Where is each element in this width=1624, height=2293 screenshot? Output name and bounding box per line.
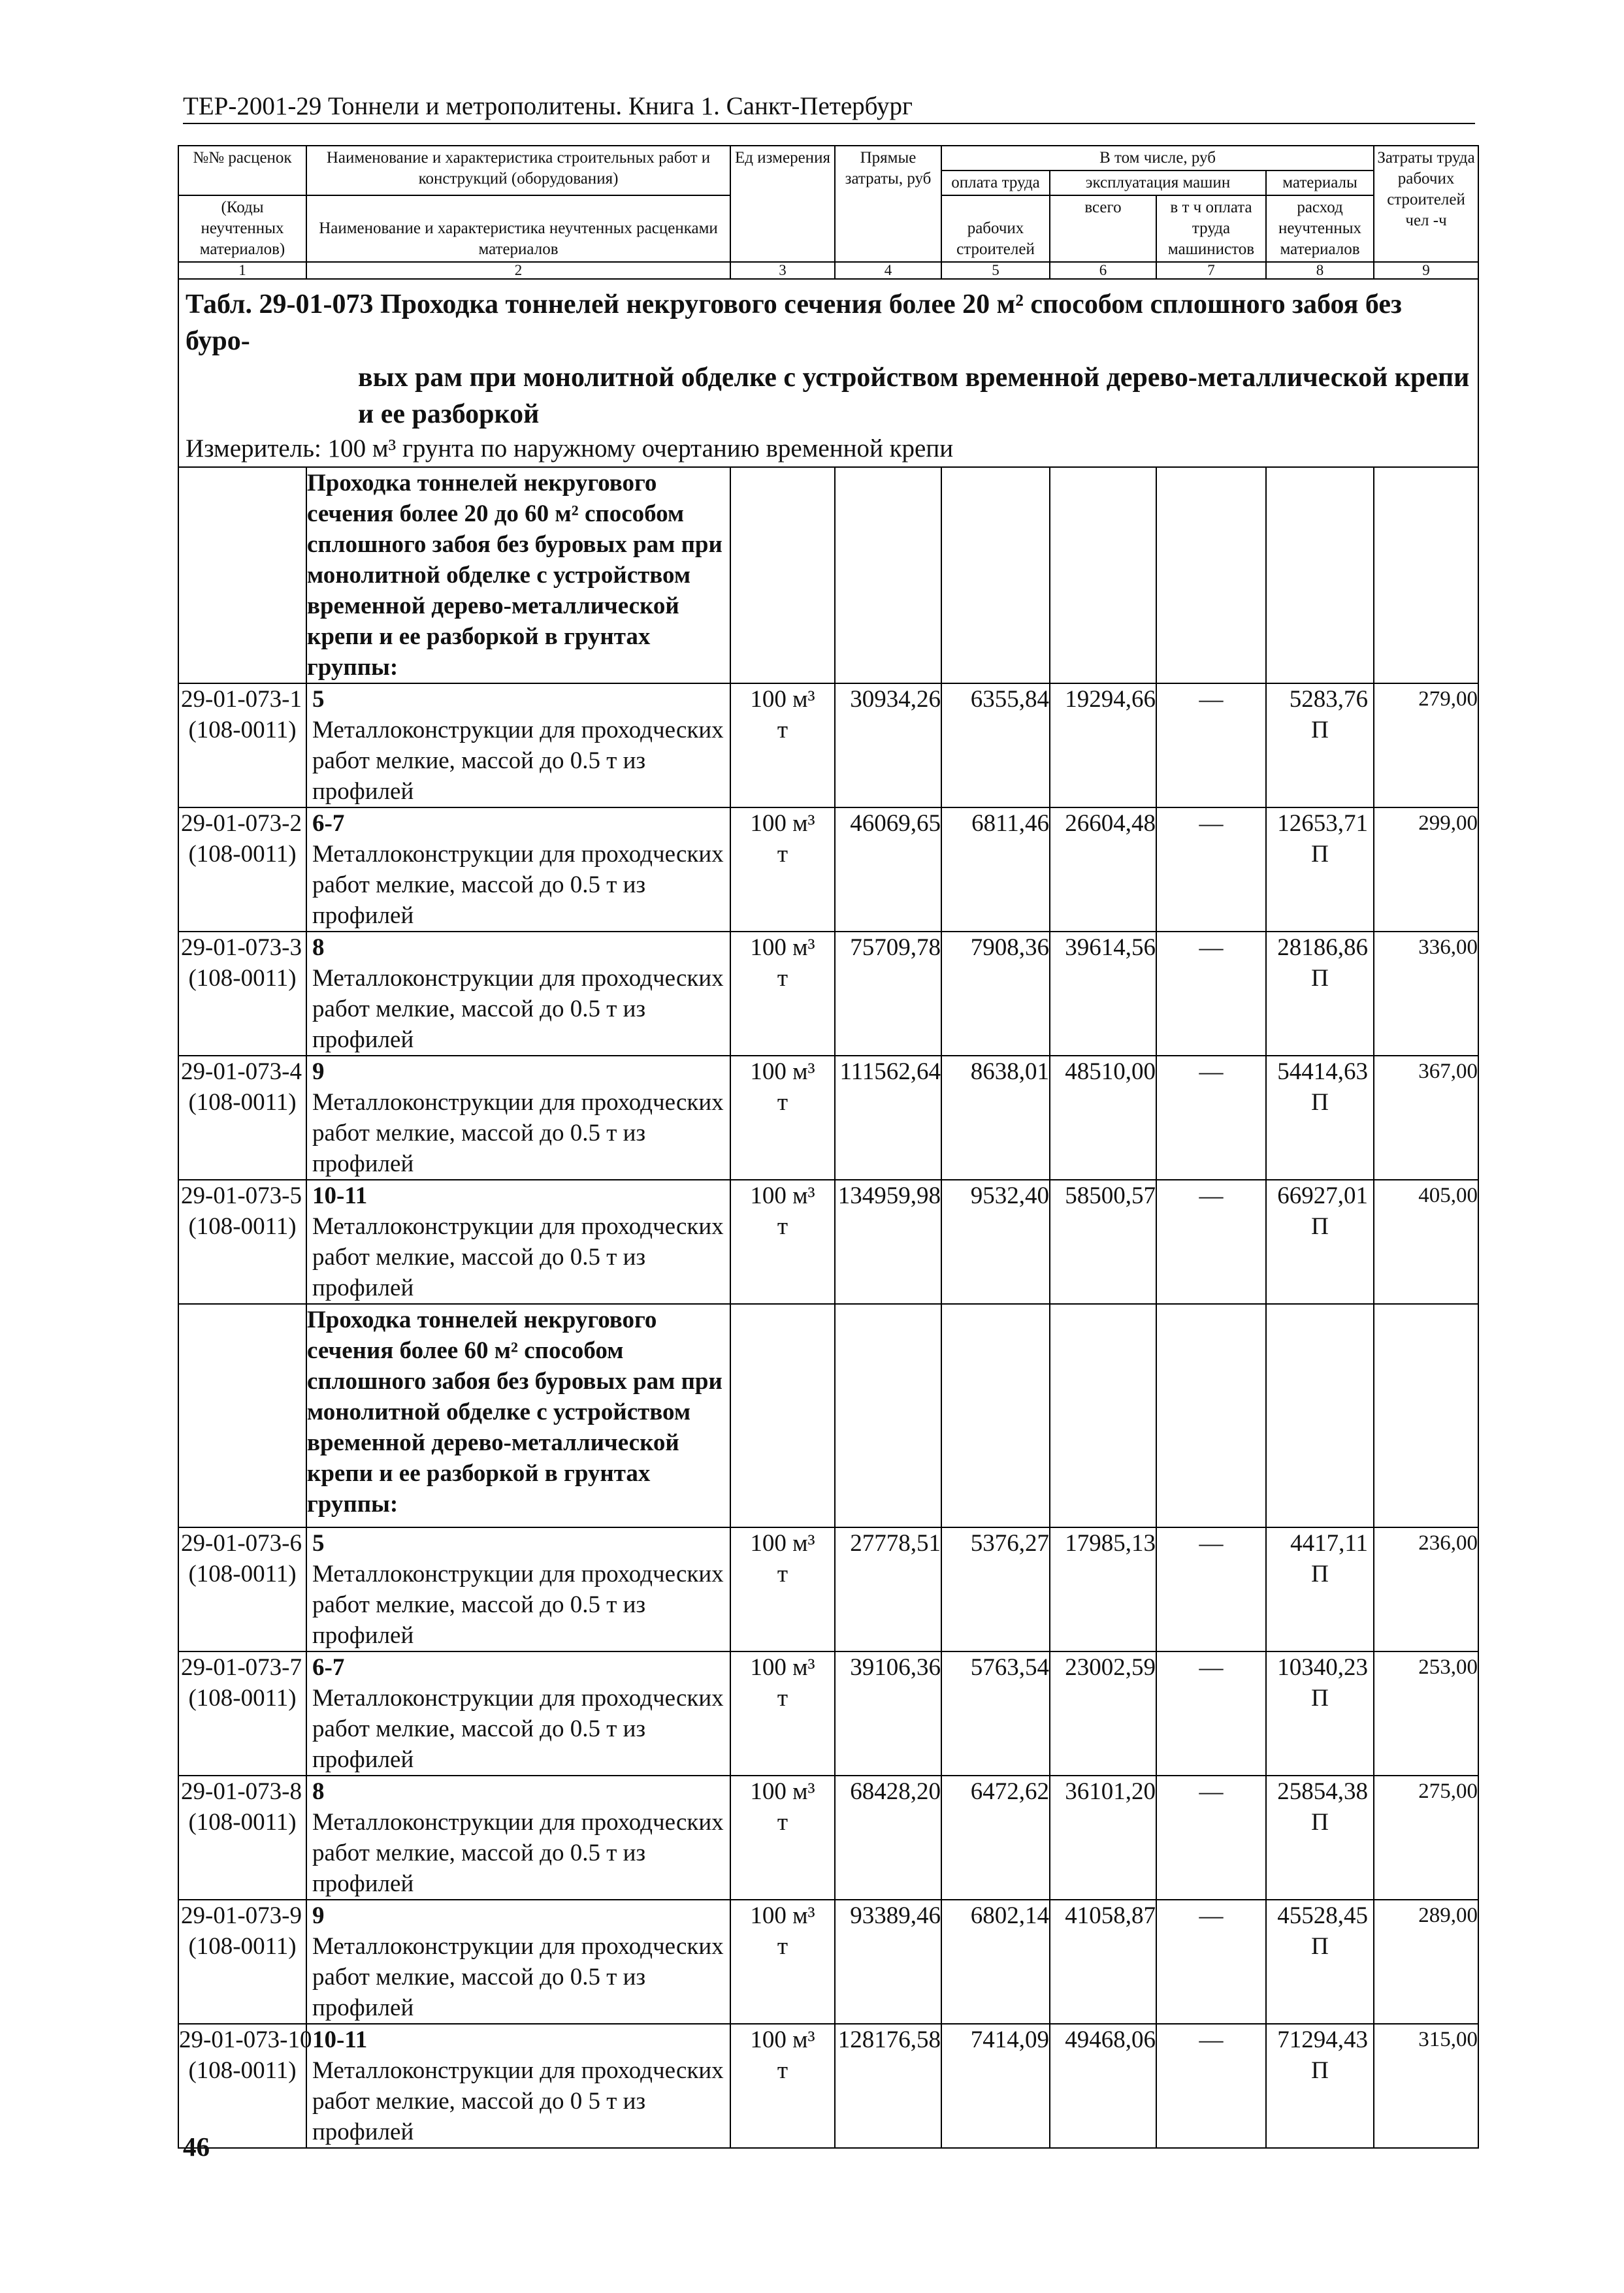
header-work-name: Наименование и характеристика строительных работ и конструкций (оборудования): [306, 146, 730, 195]
rate-name-cell: [306, 807, 730, 932]
table-title-cell: [178, 279, 1478, 467]
group-heading: Проходка тоннелей некругового сечения более 60 м² способом сплошного забоя без буровых рам при монолитной обделке с устройством временной дерево-металлической крепи и ее разборкой в грунтах группы:: [306, 1304, 730, 1527]
material-unit: т: [777, 2057, 788, 2084]
header-row-1: [178, 146, 1478, 171]
materials-cell: [1266, 1056, 1374, 1180]
header-labor-pay: оплата труда: [941, 171, 1050, 195]
group-heading: Проходка тоннелей некругового сечения более 20 до 60 м² способом сплошного забоя без буровых рам при монолитной обделке с устройством временной дерево-металлической крепи и ее разборкой в грунтах группы:: [306, 467, 730, 683]
material-code: (108-0011): [188, 1213, 297, 1240]
rate-name-cell: [306, 1527, 730, 1651]
group-heading-empty-cell: [1374, 1304, 1478, 1527]
header-labor-top: Затраты труда: [1377, 149, 1475, 167]
machines-cost: 58500,57: [1050, 1180, 1156, 1304]
rate-row: [178, 1180, 1478, 1304]
direct-costs: 39106,36: [835, 1651, 941, 1776]
material-unit: т: [777, 1561, 788, 1587]
material-name: Металлоконструкции для проходческих работ мелкие, массой до 0.5 т из профилей: [312, 1561, 724, 1649]
soil-group: 10-11: [312, 2026, 368, 2053]
unit: 100 м³: [750, 686, 815, 713]
machinists-pay: —: [1156, 807, 1266, 932]
rate-code-cell: [178, 1527, 306, 1651]
machinists-pay: —: [1156, 1180, 1266, 1304]
rate-code-cell: [178, 1900, 306, 2024]
rate-row: [178, 1651, 1478, 1776]
direct-costs: 111562,64: [835, 1056, 941, 1180]
machines-cost: 39614,56: [1050, 932, 1156, 1056]
material-name: Металлоконструкции для проходческих работ мелкие, массой до 0.5 т из профилей: [312, 965, 724, 1053]
rate-name-cell: [306, 932, 730, 1056]
header-machinists-pay: в т ч оплата труда машинистов: [1156, 195, 1266, 262]
machinists-pay: —: [1156, 2024, 1266, 2148]
materials-cost: 66927,01: [1277, 1182, 1369, 1209]
group-heading-empty-cell: [1156, 467, 1266, 683]
running-head-rule: [183, 123, 1475, 124]
soil-group: 8: [312, 934, 325, 961]
soil-group: 8: [312, 1778, 325, 1805]
material-unit: т: [777, 965, 788, 992]
soil-group: 6-7: [312, 810, 345, 837]
materials-cell: [1266, 1180, 1374, 1304]
rate-code: 29-01-073-1: [181, 686, 302, 713]
page-number: 46: [183, 2132, 210, 2162]
rate-code: 29-01-073-9: [181, 1902, 302, 1929]
labor-hours: 253,00: [1374, 1651, 1478, 1776]
table-title-row: [178, 279, 1478, 467]
materials-cost: 5283,76: [1289, 686, 1369, 713]
unit: 100 м³: [750, 1182, 815, 1209]
labor-hours: 405,00: [1374, 1180, 1478, 1304]
machinists-pay: —: [1156, 1900, 1266, 2024]
material-flag: П: [1311, 1933, 1329, 1960]
machinists-pay: —: [1156, 932, 1266, 1056]
unit-cell: [730, 2024, 835, 2148]
header-material-consumption: расход неучтенных материалов: [1266, 195, 1374, 262]
direct-costs: 75709,78: [835, 932, 941, 1056]
group-heading-row: [178, 467, 1478, 683]
group-heading-empty-cell: [1050, 467, 1156, 683]
material-flag: П: [1311, 1685, 1329, 1712]
material-flag: П: [1311, 1213, 1329, 1240]
labor-hours: 289,00: [1374, 1900, 1478, 2024]
table-title-continuation-2: и ее разборкой: [358, 399, 540, 429]
unit-cell: [730, 1900, 835, 2024]
table-title: [186, 286, 1471, 432]
materials-cell: [1266, 1527, 1374, 1651]
unit: 100 м³: [750, 1058, 815, 1085]
group-heading-empty-cell: [1266, 467, 1374, 683]
rate-code: 29-01-073-10: [179, 2026, 312, 2053]
table-title-label: Табл. 29-01-073 Проходка тоннелей некругового сечения более 20 м² способом сплошного забоя без буро-: [186, 289, 1402, 356]
unit-cell: [730, 1651, 835, 1776]
group-heading-empty-cell: [835, 1304, 941, 1527]
material-flag: П: [1311, 717, 1329, 743]
group-heading-empty-cell: [941, 1304, 1050, 1527]
material-code: (108-0011): [188, 2057, 297, 2084]
material-code: (108-0011): [188, 1685, 297, 1712]
materials-cost: 25854,38: [1277, 1778, 1369, 1805]
rate-row: [178, 1900, 1478, 2024]
column-number-row: [178, 262, 1478, 279]
group-heading-empty-cell: [1050, 1304, 1156, 1527]
machinists-pay: —: [1156, 1056, 1266, 1180]
machines-cost: 41058,87: [1050, 1900, 1156, 2024]
table-title-continuation-1: вых рам при монолитной обделке с устройством временной дерево-металлической крепи: [358, 363, 1470, 393]
labor-hours: 236,00: [1374, 1527, 1478, 1651]
labor-hours: 336,00: [1374, 932, 1478, 1056]
column-number-4: 4: [835, 262, 941, 279]
direct-costs: 93389,46: [835, 1900, 941, 2024]
material-code: (108-0011): [188, 1933, 297, 1960]
unit: 100 м³: [750, 1530, 815, 1557]
labor-pay: 6802,14: [941, 1900, 1050, 2024]
material-name: Металлоконструкции для проходческих работ мелкие, массой до 0 5 т из профилей: [312, 2057, 724, 2145]
rate-code-cell: [178, 932, 306, 1056]
column-number-6: 6: [1050, 262, 1156, 279]
header-material-names: Наименование и характеристика неучтенных расценками материалов: [306, 195, 730, 262]
material-unit: т: [777, 1685, 788, 1712]
column-number-2: 2: [306, 262, 730, 279]
labor-pay: 6472,62: [941, 1776, 1050, 1900]
group-heading-empty-cell: [941, 467, 1050, 683]
materials-cost: 71294,43: [1277, 2026, 1369, 2053]
rate-code: 29-01-073-5: [181, 1182, 302, 1209]
soil-group: 9: [312, 1902, 325, 1929]
machines-cost: 17985,13: [1050, 1527, 1156, 1651]
rate-row: [178, 1056, 1478, 1180]
labor-pay: 7414,09: [941, 2024, 1050, 2148]
unit-cell: [730, 1527, 835, 1651]
rate-name-cell: [306, 1180, 730, 1304]
header-unit: Ед измерения: [730, 146, 835, 262]
header-direct-costs: Прямые затраты, руб: [835, 146, 941, 262]
labor-pay: 5763,54: [941, 1651, 1050, 1776]
labor-hours: 315,00: [1374, 2024, 1478, 2148]
rate-code: 29-01-073-2: [181, 810, 302, 837]
group-heading-empty-cell: [730, 1304, 835, 1527]
header-including: В том числе, руб: [941, 146, 1374, 171]
rate-name-cell: [306, 1056, 730, 1180]
header-labor-pay-workers: рабочих строителей: [941, 195, 1050, 262]
material-flag: П: [1311, 2057, 1329, 2084]
materials-cell: [1266, 1776, 1374, 1900]
machines-cost: 36101,20: [1050, 1776, 1156, 1900]
header-labor-costs: [1374, 146, 1478, 262]
rate-code-cell: [178, 2024, 312, 2148]
material-unit: т: [777, 1213, 788, 1240]
unit: 100 м³: [750, 1778, 815, 1805]
materials-cost: 28186,86: [1277, 934, 1369, 961]
unit: 100 м³: [750, 810, 815, 837]
rates-table: [178, 145, 1479, 2149]
direct-costs: 68428,20: [835, 1776, 941, 1900]
rate-name-cell: [306, 2024, 730, 2148]
machinists-pay: —: [1156, 683, 1266, 807]
labor-hours: 367,00: [1374, 1056, 1478, 1180]
material-unit: т: [777, 1089, 788, 1116]
unit: 100 м³: [750, 934, 815, 961]
header-machines-total: всего: [1050, 195, 1156, 262]
machines-cost: 48510,00: [1050, 1056, 1156, 1180]
column-number-9: 9: [1374, 262, 1478, 279]
column-number-1: 1: [178, 262, 306, 279]
group-heading-code-cell: [178, 467, 306, 683]
material-name: Металлоконструкции для проходческих работ мелкие, массой до 0.5 т из профилей: [312, 1089, 724, 1177]
materials-cell: [1266, 1900, 1374, 2024]
labor-hours: 299,00: [1374, 807, 1478, 932]
machinists-pay: —: [1156, 1776, 1266, 1900]
rate-name-cell: [306, 683, 730, 807]
soil-group: 9: [312, 1058, 325, 1085]
material-code: (108-0011): [188, 1089, 297, 1116]
group-heading-empty-cell: [835, 467, 941, 683]
material-unit: т: [777, 1933, 788, 1960]
direct-costs: 27778,51: [835, 1527, 941, 1651]
material-code: (108-0011): [188, 1561, 297, 1587]
material-flag: П: [1311, 1089, 1329, 1116]
material-unit: т: [777, 717, 788, 743]
rate-code-cell: [178, 1056, 306, 1180]
table-measure: Измеритель: 100 м³ грунта по наружному очертанию временной крепи: [186, 434, 954, 463]
materials-cell: [1266, 2024, 1374, 2148]
header-materials: материалы: [1266, 171, 1374, 195]
machines-cost: 26604,48: [1050, 807, 1156, 932]
material-name: Металлоконструкции для проходческих работ мелкие, массой до 0.5 т из профилей: [312, 1213, 724, 1301]
group-heading-empty-cell: [730, 467, 835, 683]
unit-cell: [730, 1180, 835, 1304]
rate-name-cell: [306, 1651, 730, 1776]
header-machines: эксплуатация машин: [1050, 171, 1266, 195]
soil-group: 10-11: [312, 1182, 368, 1209]
material-unit: т: [777, 1809, 788, 1836]
material-code: (108-0011): [188, 965, 297, 992]
direct-costs: 128176,58: [835, 2024, 941, 2148]
rate-row: [178, 1776, 1478, 1900]
materials-cost: 54414,63: [1277, 1058, 1369, 1085]
material-name: Металлоконструкции для проходческих работ мелкие, массой до 0.5 т из профилей: [312, 841, 724, 929]
direct-costs: 134959,98: [835, 1180, 941, 1304]
unit: 100 м³: [750, 2026, 815, 2053]
unit-cell: [730, 1056, 835, 1180]
materials-cell: [1266, 683, 1374, 807]
labor-pay: 7908,36: [941, 932, 1050, 1056]
labor-pay: 6811,46: [941, 807, 1050, 932]
material-unit: т: [777, 841, 788, 868]
materials-cell: [1266, 1651, 1374, 1776]
column-number-3: 3: [730, 262, 835, 279]
rate-row: [178, 2024, 1478, 2148]
rate-code-cell: [178, 1180, 306, 1304]
header-rate-number: №№ расценок: [178, 146, 306, 195]
machines-cost: 19294,66: [1050, 683, 1156, 807]
rate-code: 29-01-073-7: [181, 1654, 302, 1681]
materials-cost: 12653,71: [1277, 810, 1369, 837]
rate-row: [178, 807, 1478, 932]
material-code: (108-0011): [188, 841, 297, 868]
group-heading-empty-cell: [1156, 1304, 1266, 1527]
unit: 100 м³: [750, 1654, 815, 1681]
unit-cell: [730, 1776, 835, 1900]
material-code: (108-0011): [188, 717, 297, 743]
material-name: Металлоконструкции для проходческих работ мелкие, массой до 0.5 т из профилей: [312, 1809, 724, 1897]
rate-name-cell: [306, 1900, 730, 2024]
machines-cost: 23002,59: [1050, 1651, 1156, 1776]
machinists-pay: —: [1156, 1527, 1266, 1651]
labor-pay: 5376,27: [941, 1527, 1050, 1651]
running-head: ТЕР-2001-29 Тоннели и метрополитены. Книга 1. Санкт-Петербург: [183, 92, 913, 120]
header-material-codes: (Коды неучтенных материалов): [178, 195, 306, 262]
direct-costs: 46069,65: [835, 807, 941, 932]
unit-cell: [730, 932, 835, 1056]
group-heading-empty-cell: [1374, 467, 1478, 683]
soil-group: 5: [312, 1530, 325, 1557]
column-number-5: 5: [941, 262, 1050, 279]
materials-cost: 10340,23: [1277, 1654, 1369, 1681]
materials-cost: 4417,11: [1290, 1530, 1369, 1557]
materials-cost: 45528,45: [1277, 1902, 1369, 1929]
soil-group: 6-7: [312, 1654, 345, 1681]
unit-cell: [730, 683, 835, 807]
material-name: Металлоконструкции для проходческих работ мелкие, массой до 0.5 т из профилей: [312, 717, 724, 805]
unit-cell: [730, 807, 835, 932]
material-flag: П: [1311, 1561, 1329, 1587]
labor-pay: 6355,84: [941, 683, 1050, 807]
rate-code: 29-01-073-8: [181, 1778, 302, 1805]
material-flag: П: [1311, 841, 1329, 868]
rate-code-cell: [178, 807, 306, 932]
rate-name-cell: [306, 1776, 730, 1900]
rate-code-cell: [178, 683, 306, 807]
rate-code: 29-01-073-3: [181, 934, 302, 961]
rate-code: 29-01-073-4: [181, 1058, 302, 1085]
rate-code-cell: [178, 1776, 306, 1900]
column-number-8: 8: [1266, 262, 1374, 279]
group-heading-empty-cell: [1266, 1304, 1374, 1527]
material-name: Металлоконструкции для проходческих работ мелкие, массой до 0.5 т из профилей: [312, 1685, 724, 1773]
rate-row: [178, 683, 1478, 807]
header-labor-bottom: рабочих строителей чел -ч: [1387, 170, 1465, 229]
group-heading-code-cell: [178, 1304, 306, 1527]
unit: 100 м³: [750, 1902, 815, 1929]
material-flag: П: [1311, 965, 1329, 992]
rate-row: [178, 1527, 1478, 1651]
materials-cell: [1266, 932, 1374, 1056]
rate-code: 29-01-073-6: [181, 1530, 302, 1557]
machinists-pay: —: [1156, 1651, 1266, 1776]
labor-hours: 279,00: [1374, 683, 1478, 807]
labor-pay: 9532,40: [941, 1180, 1050, 1304]
labor-pay: 8638,01: [941, 1056, 1050, 1180]
labor-hours: 275,00: [1374, 1776, 1478, 1900]
direct-costs: 30934,26: [835, 683, 941, 807]
rate-code-cell: [178, 1651, 306, 1776]
soil-group: 5: [312, 686, 325, 713]
group-heading-row: [178, 1304, 1478, 1527]
rate-row: [178, 932, 1478, 1056]
materials-cell: [1266, 807, 1374, 932]
material-name: Металлоконструкции для проходческих работ мелкие, массой до 0.5 т из профилей: [312, 1933, 724, 2021]
material-code: (108-0011): [188, 1809, 297, 1836]
material-flag: П: [1311, 1809, 1329, 1836]
machines-cost: 49468,06: [1050, 2024, 1156, 2148]
column-number-7: 7: [1156, 262, 1266, 279]
